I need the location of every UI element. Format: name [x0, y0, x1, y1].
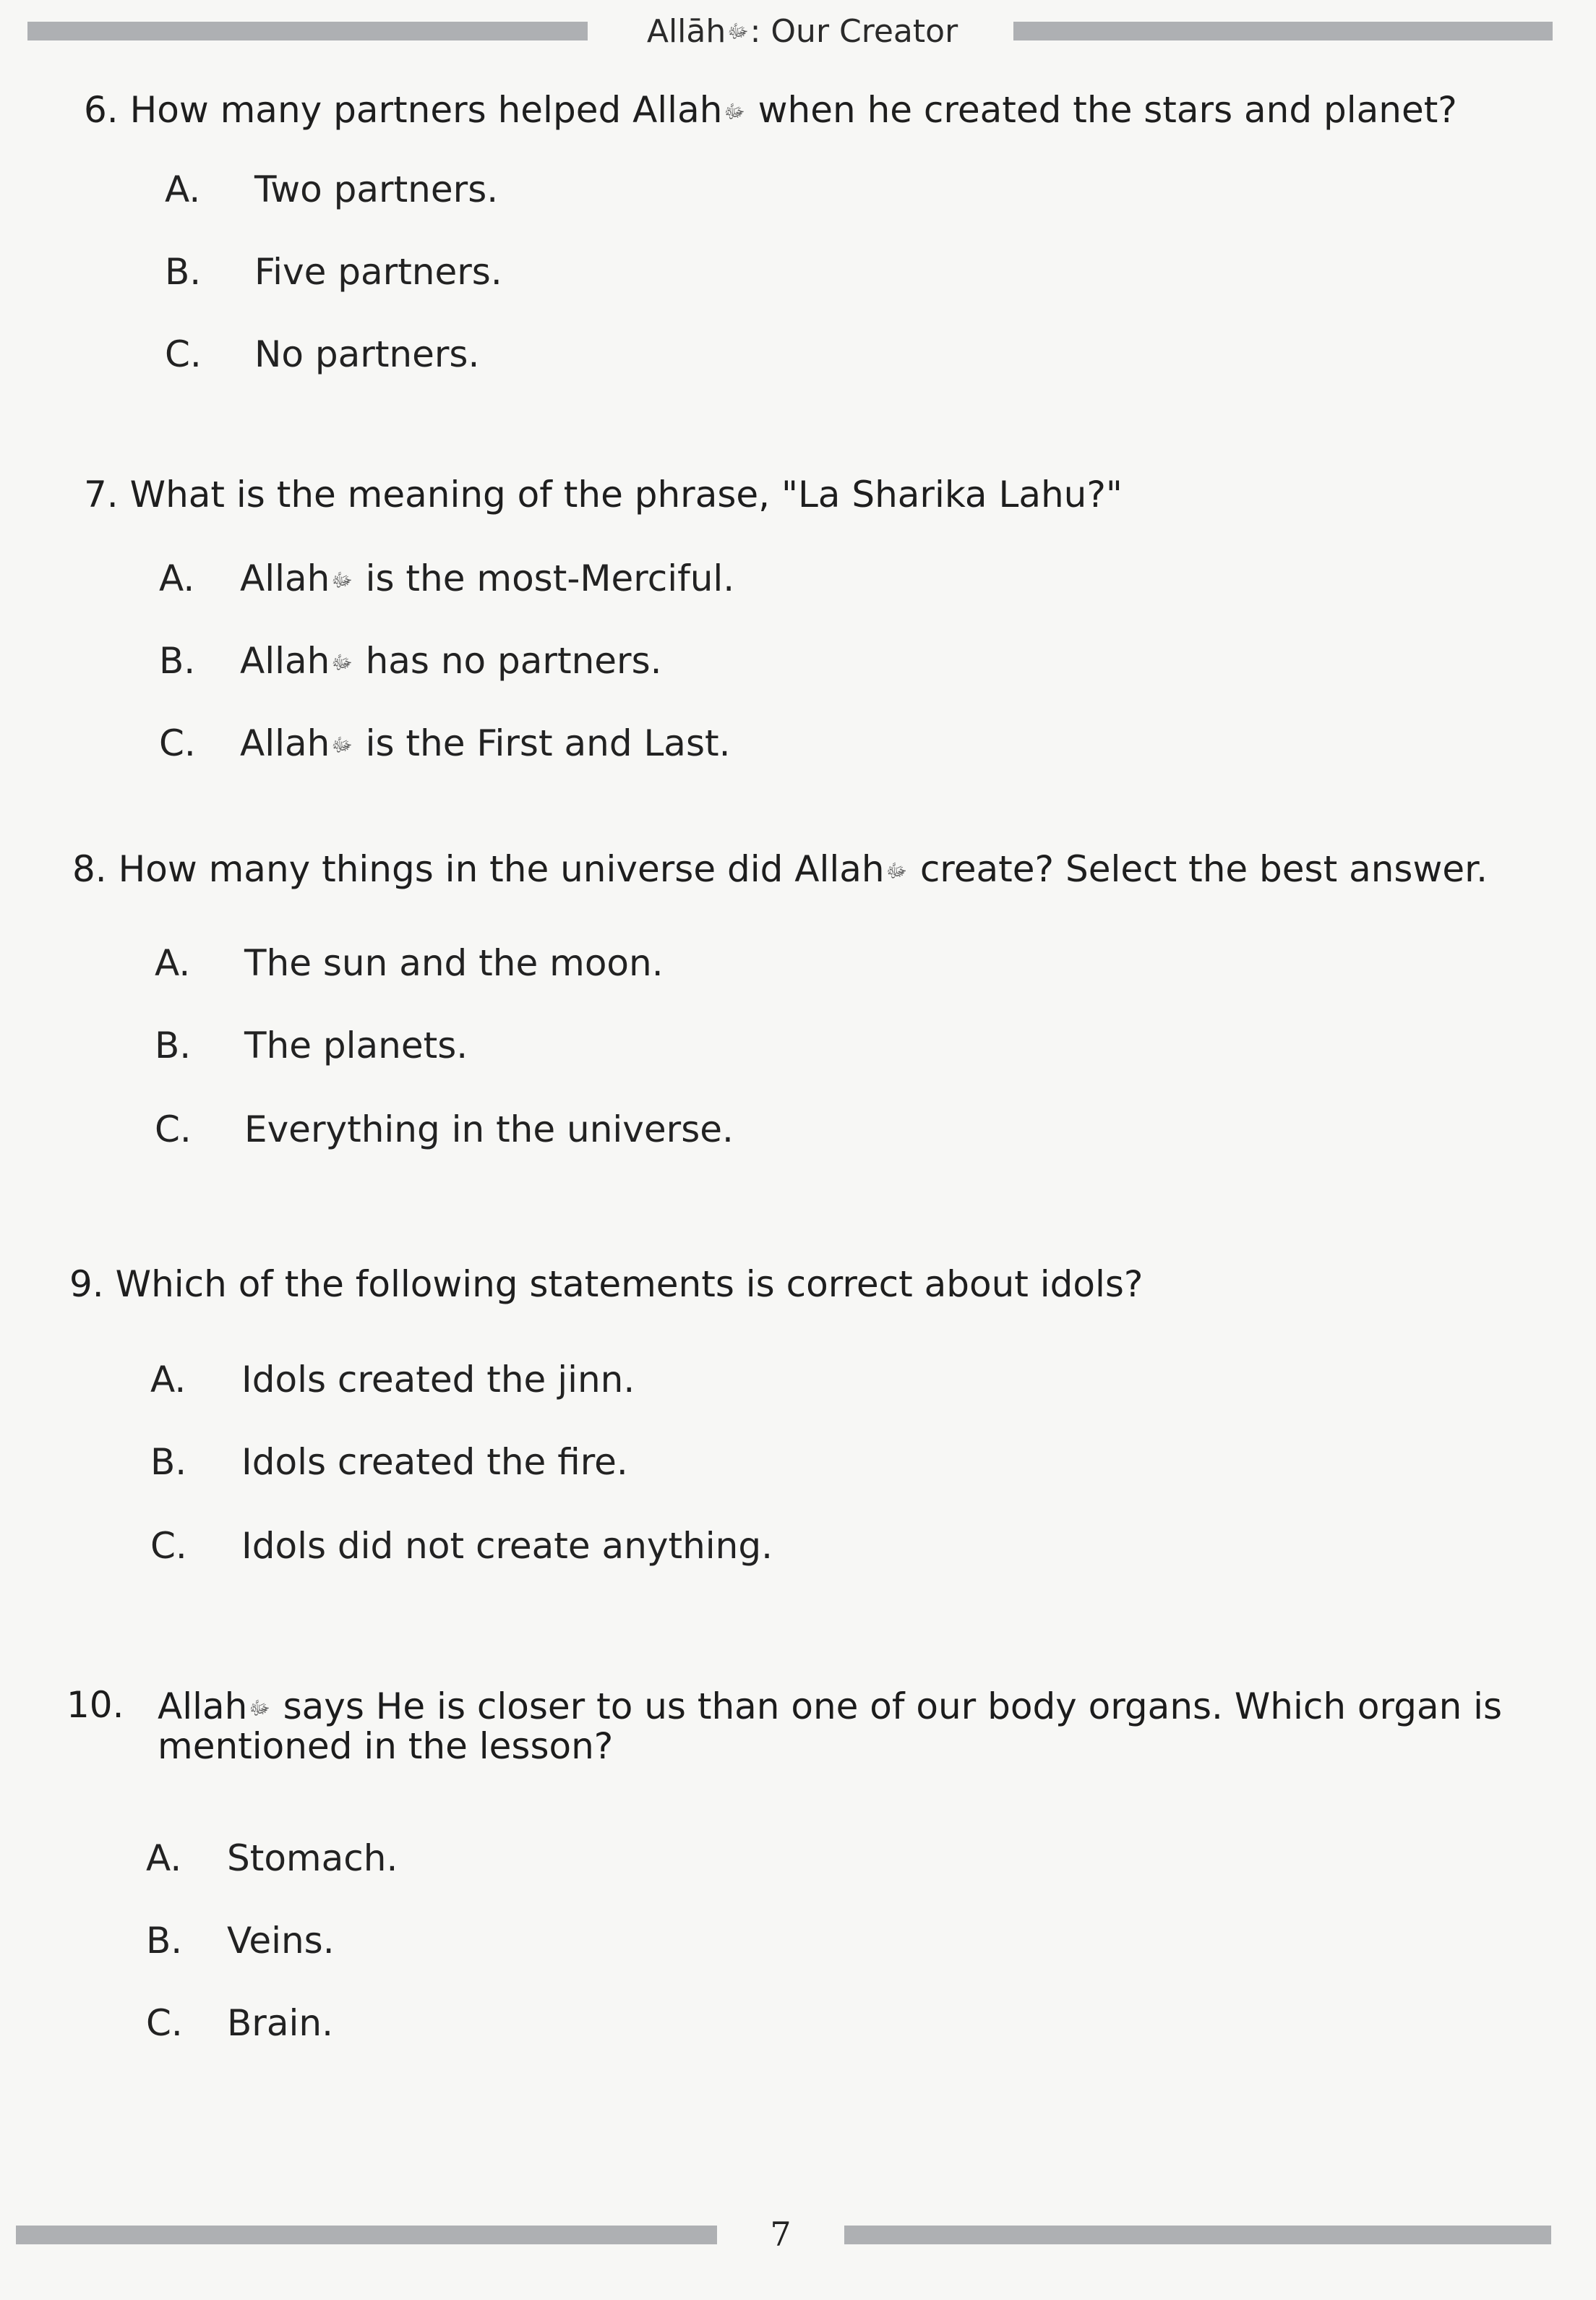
page-number: 7 [770, 2215, 791, 2254]
question-10-number: 10. [66, 1684, 124, 1726]
question-8-text: 8. How many things in the universe did Allahﷻ create? Select the best answer. [72, 847, 1488, 893]
seal-glyph-icon: ﷻ [724, 101, 745, 123]
question-10-text: Allahﷻ says He is closer to us than one of our body organs. Which organ is mentioned in the lesson? [158, 1685, 1503, 1767]
seal-glyph-icon: ﷻ [727, 21, 749, 43]
seal-glyph-icon: ﷻ [331, 652, 353, 674]
seal-glyph-icon: ﷻ [885, 860, 907, 882]
footer-bar-left [16, 2226, 717, 2244]
header-title: Allāhﷻ: Our Creator [607, 10, 998, 54]
question-9-text: 9. Which of the following statements is correct about idols? [69, 1263, 1144, 1305]
header-bar-left [27, 22, 588, 40]
footer-bar-right [844, 2226, 1551, 2244]
page-header [0, 7, 1596, 58]
page-footer [0, 2213, 1596, 2256]
seal-glyph-icon: ﷻ [331, 570, 353, 591]
seal-glyph-icon: ﷻ [249, 1698, 270, 1719]
question-6-text: 6. How many partners helped Allahﷻ when he created the stars and planet? [84, 88, 1457, 134]
header-bar-right [1013, 22, 1553, 40]
seal-glyph-icon: ﷻ [331, 735, 353, 756]
question-7-text: 7. What is the meaning of the phrase, "La Sharika Lahu?" [84, 474, 1123, 516]
